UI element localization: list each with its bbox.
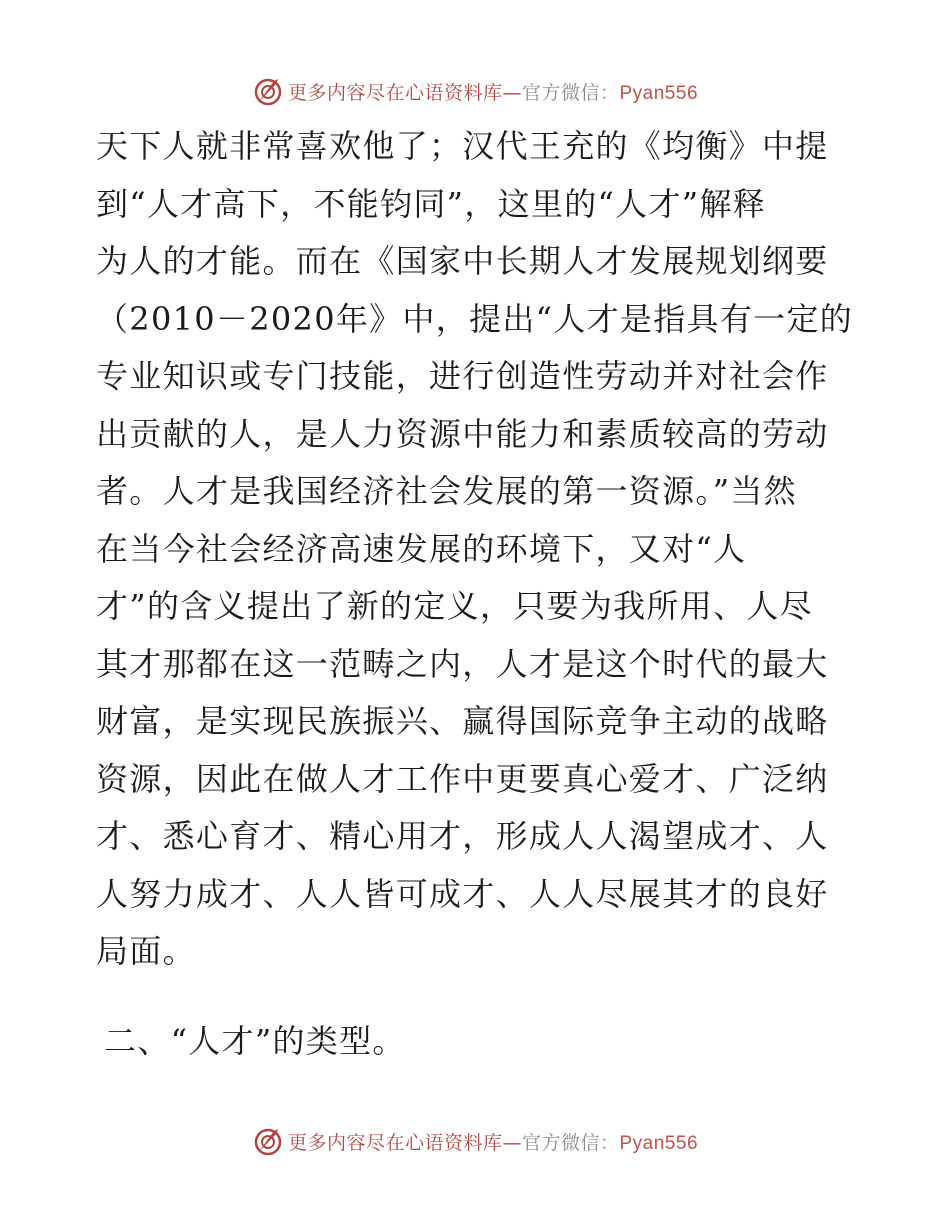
paragraph-line: 财富，是实现民族振兴、赢得国际竞争主动的战略 (96, 702, 829, 740)
body-paragraph (96, 118, 856, 981)
paragraph-line: 在当今社会经济高速发展的环境下，又对“人 (96, 529, 747, 568)
paragraph-line: 到“人才高下，不能钧同”，这里的“人才”解释 (96, 184, 767, 223)
paragraph-line: 出贡献的人，是人力资源中能力和素质较高的劳动 (96, 414, 829, 453)
paragraph-line: （2010－2020年》中，提出“人才是指具有一定的 (96, 299, 854, 338)
section-heading: 二、“人才”的类型。 (104, 1022, 406, 1060)
footer-watermark (0, 1124, 950, 1158)
paragraph-line: 专业知识或专门技能，进行创造性劳动并对社会作 (96, 357, 829, 395)
watermark-text: 更多内容尽在心语资料库—官方微信：Pyan556 (287, 81, 699, 104)
quill-seal-icon (252, 1125, 284, 1157)
paragraph-line: 才、悉心育才、精心用才，形成人人渴望成才、人 (96, 817, 829, 855)
paragraph-line: 资源，因此在做人才工作中更要真心爱才、广泛纳 (96, 759, 829, 798)
paragraph-line: 人努力成才、人人皆可成才、人人尽展其才的良好 (96, 874, 829, 913)
watermark-text: 更多内容尽在心语资料库—官方微信：Pyan556 (287, 1131, 699, 1154)
header-watermark (0, 74, 950, 108)
paragraph-line: 天下人就非常喜欢他了；汉代王充的《均衡》中提 (96, 127, 829, 165)
paragraph-line: 才”的含义提出了新的定义，只要为我所用、人尽 (96, 587, 813, 625)
paragraph-line: 者。人才是我国经济社会发展的第一资源。”当然 (96, 472, 797, 510)
paragraph-line: 其才那都在这一范畴之内，人才是这个时代的最大 (96, 644, 829, 683)
paragraph-line: 局面。 (96, 932, 196, 970)
paragraph-line: 为人的才能。而在《国家中长期人才发展规划纲要 (96, 242, 829, 280)
quill-seal-icon (252, 75, 284, 107)
